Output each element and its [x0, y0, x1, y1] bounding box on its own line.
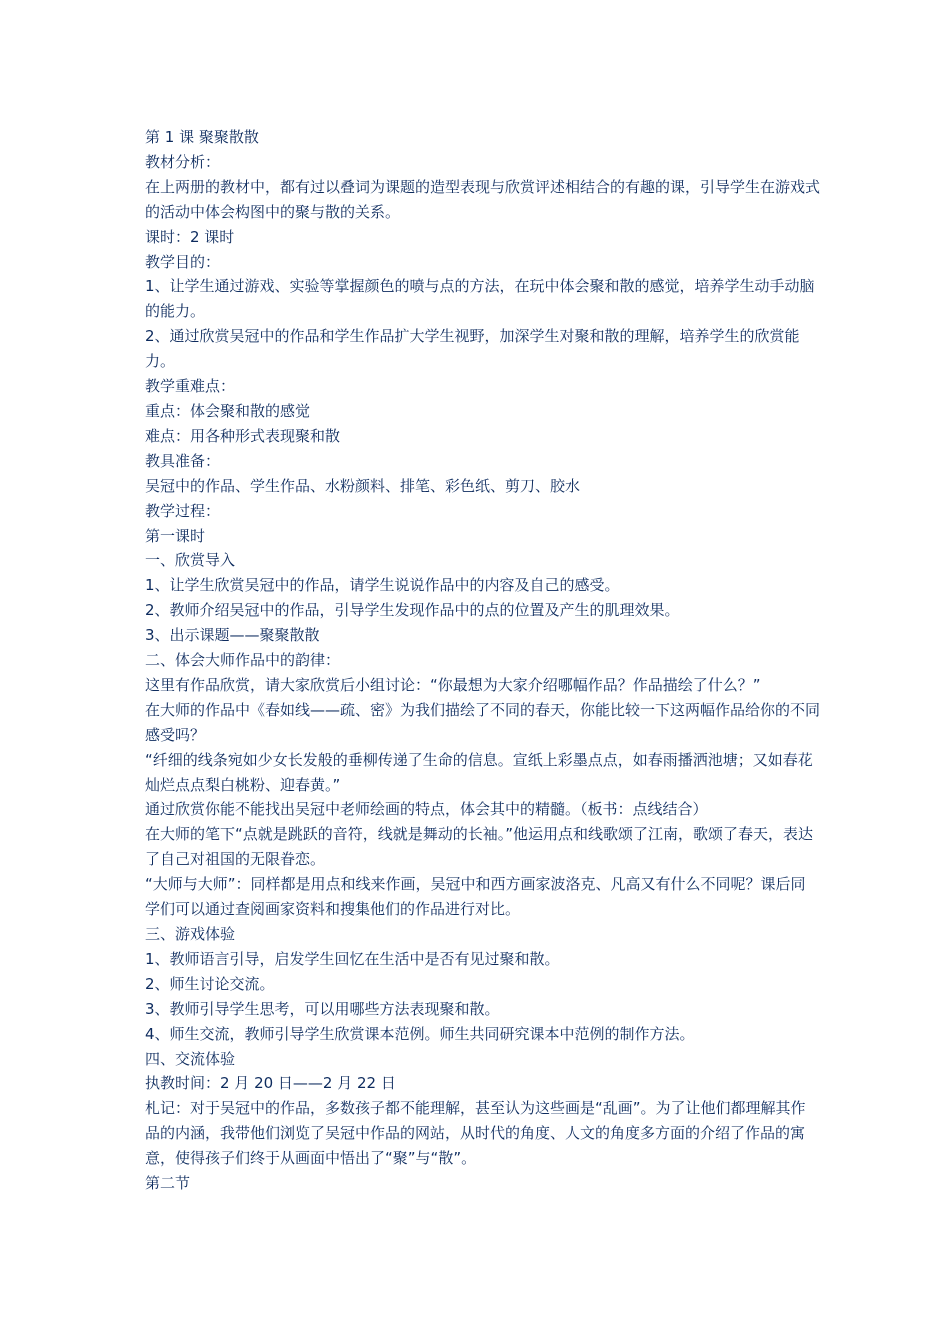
section-heading: 教学重难点：	[145, 377, 236, 396]
paragraph: “纤细的线条宛如少女长发般的垂柳传递了生命的信息。宣纸上彩墨点点，如春雨播洒池塘；又如春花灿烂点点梨白桃粉、迎春黄。”	[145, 750, 813, 794]
list-item: 2、教师介绍吴冠中的作品，引导学生发现作品中的点的位置及产生的肌理效果。	[145, 601, 680, 620]
section-heading: 教学过程：	[145, 501, 221, 520]
paragraph: 在大师的笔下“点就是跳跃的音符，线就是舞动的长袖。”他运用点和线歌颂了江南，歌颂了春天，表达了自己对祖国的无限眷恋。	[145, 825, 814, 869]
list-item: 2、通过欣赏吴冠中的作品和学生作品扩大学生视野，加深学生对聚和散的理解，培养学生的欣赏能力。	[145, 327, 800, 371]
paragraph: 在上两册的教材中，都有过以叠词为课题的造型表现与欣赏评述相结合的有趣的课，引导学生在游戏式的活动中体会构图中的聚与散的关系。	[145, 177, 821, 221]
class-hours: 课时：2 课时	[145, 227, 235, 246]
paragraph: 吴冠中的作品、学生作品、水粉颜料、排笔、彩色纸、剪刀、胶水	[145, 476, 581, 495]
list-item: 4、师生交流，教师引导学生欣赏课本范例。师生共同研究课本中范例的制作方法。	[145, 1024, 695, 1043]
section-heading: 三、游戏体验	[145, 925, 236, 943]
section-heading: 二、体会大师作品中的韵律：	[145, 651, 341, 670]
list-item: 1、让学生欣赏吴冠中的作品，请学生说说作品中的内容及自己的感受。	[145, 576, 620, 595]
paragraph: 在大师的作品中《春如线——疏、密》为我们描绘了不同的春天，你能比较一下这两幅作品给你的不同感受吗？	[145, 700, 821, 744]
paragraph: “大师与大师”：同样都是用点和线来作画，吴冠中和西方画家波洛克、凡高又有什么不同呢？课后同学们可以通过查阅画家资料和搜集他们的作品进行对比。	[145, 875, 806, 919]
paragraph: 难点：用各种形式表现聚和散	[145, 426, 341, 445]
list-item: 1、教师语言引导，启发学生回忆在生活中是否有见过聚和散。	[145, 949, 560, 968]
paragraph: 重点：体会聚和散的感觉	[145, 401, 311, 420]
section-heading: 教具准备：	[145, 451, 221, 470]
section-heading: 四、交流体验	[145, 1049, 236, 1068]
lesson-title: 第 1 课 聚聚散散	[145, 128, 259, 146]
list-item: 1、让学生通过游戏、实验等掌握颜色的喷与点的方法，在玩中体会聚和散的感觉，培养学生动手动脑的能力。	[145, 277, 815, 321]
paragraph: 通过欣赏你能不能找出吴冠中老师绘画的特点，体会其中的精髓。（板书：点线结合）	[145, 800, 708, 819]
list-item: 3、出示课题——聚聚散散	[145, 626, 320, 645]
paragraph: 这里有作品欣赏，请大家欣赏后小组讨论：“你最想为大家介绍哪幅作品？作品描绘了什么？”	[145, 675, 761, 694]
teaching-dates: 执教时间：2 月 20 日——2 月 22 日	[145, 1074, 396, 1093]
paragraph: 札记：对于吴冠中的作品，多数孩子都不能理解，甚至认为这些画是“乱画”。为了让他们都理解其作品的内涵，我带他们浏览了吴冠中作品的网站，从时代的角度、人文的角度多方面的介绍了作品的寓意，使得孩子们终于从画面中悟出了“聚”与“散”。	[145, 1099, 806, 1168]
section-heading: 教材分析：	[145, 152, 221, 171]
list-item: 2、师生讨论交流。	[145, 974, 275, 993]
section-heading: 教学目的：	[145, 252, 221, 271]
section-heading: 一、欣赏导入	[145, 551, 236, 570]
list-item: 3、教师引导学生思考，可以用哪些方法表现聚和散。	[145, 999, 500, 1018]
section-heading: 第一课时	[145, 526, 206, 545]
lesson-plan-text	[145, 125, 820, 1196]
section-heading: 第二节	[145, 1174, 191, 1193]
